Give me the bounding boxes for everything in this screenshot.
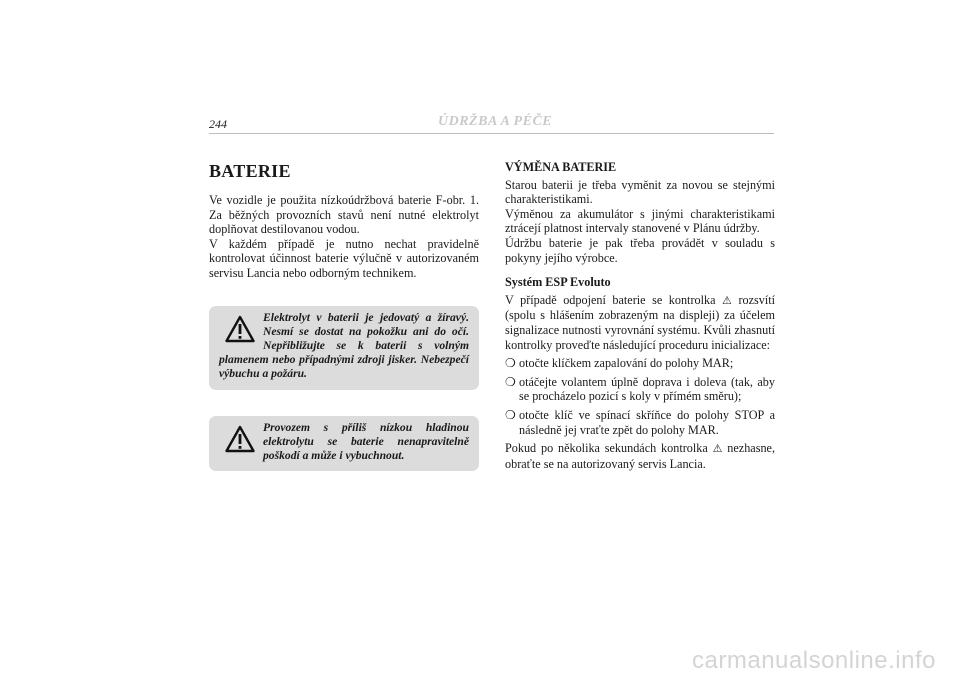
esp-outro-paragraph [505, 441, 775, 471]
left-column [209, 160, 479, 471]
warning-box-electrolyte [209, 306, 479, 390]
section-header: ÚDRŽBA A PÉČE [438, 114, 553, 129]
esp-warning-light-icon: ⚠ [722, 294, 732, 307]
esp-outro-a: Pokud po několika sekundách kontrolka [505, 441, 708, 456]
page-number: 244 [209, 117, 227, 131]
bullet-icon: ❍ [505, 374, 516, 389]
warning-text: Elektrolyt v baterii je jedovatý a žíravý. Nesmí se dostat na pokožku ani do očí. Nepřibližujte se k baterii s volným plamenem nebo případnými zdroji jisker. Nebezpečí výbuchu a požáru. [219, 310, 469, 381]
esp-heading: Systém ESP Evoluto [505, 275, 611, 290]
list-item-text: otočte klíč ve spínací skříňce do polohy STOP a následně jej vraťte zpět do polohy MAR. [519, 407, 775, 437]
esp-intro-paragraph [505, 293, 775, 352]
list-item-text: otáčejte volantem úplně doprava i doleva (tak, aby se procházelo pozicí s koly v přímém směru); [519, 374, 775, 404]
esp-intro-b: rozsvítí (spolu s hlášením zobrazeným na displeji) za účelem signalizace nutnosti vyrovnání systému. Kvůli zhasnutí kontrolky proveďte následující proceduru inicializace: [505, 292, 776, 352]
replacement-paragraph-1: Starou baterii je třeba vyměnit za novou se stejnými charakteristikami. [505, 177, 775, 207]
list-item [505, 408, 775, 437]
warning-text: Provozem s příliš nízkou hladinou elektrolytu se baterie nenapravitelně poškodí a může i vybuchnout. [263, 420, 469, 462]
esp-intro-a: V případě odpojení baterie se kontrolka [505, 292, 716, 307]
bullet-icon: ❍ [505, 407, 516, 422]
esp-warning-light-icon: ⚠ [712, 443, 723, 456]
battery-intro-paragraph: Ve vozidle je použita nízkoúdržbová baterie F-obr. 1. Za běžných provozních stavů není nutné elektrolyt doplňovat destilovanou vodou. [209, 193, 479, 237]
bullet-icon: ❍ [505, 356, 516, 371]
warning-triangle-icon [225, 315, 255, 343]
list-item [505, 356, 775, 371]
battery-replacement-heading: VÝMĚNA BATERIE [505, 160, 617, 174]
replacement-paragraph-3: Údržbu baterie je pak třeba provádět v souladu s pokyny jejího výrobce. [505, 235, 775, 265]
warning-box-low-level [209, 416, 479, 472]
esp-outro-b: nezhasne, obraťte se na autorizovaný servis Lancia. [505, 441, 775, 471]
list-item-text: otočte klíčkem zapalování do polohy MAR; [519, 356, 734, 371]
battery-service-paragraph: V každém případě je nutno nechat pravidelně kontrolovat účinnost baterie výlučně v autorizovaném servisu Lancia nebo odborným technikem. [209, 236, 479, 280]
initialization-steps [505, 356, 775, 437]
watermark: carmanualsonline.info [692, 647, 936, 674]
right-column [505, 160, 775, 471]
warning-triangle-icon [225, 425, 255, 453]
page-title: BATERIE [209, 161, 291, 181]
replacement-paragraph-2: Výměnou za akumulátor s jinými charakteristikami ztrácejí platnost intervaly stanovené v Plánu údržby. [505, 206, 775, 236]
header-rule [209, 133, 774, 134]
list-item [505, 375, 775, 404]
